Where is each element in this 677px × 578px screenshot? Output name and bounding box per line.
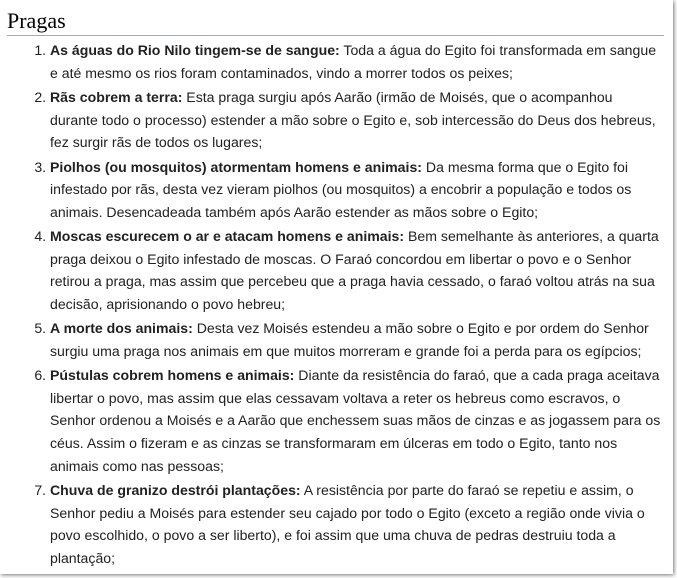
plague-title: Rãs cobrem a terra: [50, 88, 183, 105]
plague-list [50, 39, 664, 571]
plague-description: A resistência por parte do faraó se repetiu e assim, o Senhor pediu a Moisés para estender seu cajado por todo o Egito (exceto a região onde vivia o povo escolhido, o povo a ser liberto), e foi assim que uma chuva de pedras destruiu toda a plantação; [50, 482, 645, 566]
plague-description: Desta vez Moisés estendeu a mão sobre o Egito e por ordem do Senhor surgiu uma praga nos animais em que muitos morreram e grande foi a perda para os egípcios; [50, 320, 649, 359]
heading-divider [7, 35, 664, 36]
plague-title: Moscas escurecem o ar e atacam homens e animais: [50, 228, 405, 245]
list-item [50, 364, 664, 477]
plague-title: Pústulas cobrem homens e animais: [50, 367, 295, 384]
plague-description: Bem semelhante às anteriores, a quarta praga deixou o Egito infestado de moscas. O Faraó concordou em libertar o povo e o Senhor retirou a praga, mas assim que percebeu que a praga havia cessado, o faraó voltou atrás na sua decisão, aprisionando o povo hebreu; [50, 228, 659, 312]
plague-title: As águas do Rio Nilo tingem-se de sangue: [50, 42, 340, 58]
plague-description: Toda a água do Egito foi transformada em sangue e até mesmo os rios foram contaminados, vindo a morrer todos os peixes; [50, 42, 657, 81]
list-item [50, 86, 664, 154]
list-item [50, 156, 664, 224]
plague-description: Da mesma forma que o Egito foi infestado por rãs, desta vez vieram piolhos (ou mosquitos) a encobrir a população e todos os animais. Desencadeada também após Aarão estender as mãos sobre o Egito; [50, 158, 632, 220]
plague-title: Chuva de granizo destrói plantações: [50, 482, 301, 499]
list-item [50, 39, 664, 84]
plague-description: Diante da resistência do faraó, que a cada praga aceitava libertar o povo, mas assim que elas cessavam voltava a reter os hebreus como escravos, o Senhor ordenou a Moisés e a Aarão que enchessem suas mãos de cinzas e as jogassem para os céus. Assim o fizeram e as cinzas se transformaram em úlceras em todo o Egito, tanto nos animais como nas pessoas; [50, 367, 661, 474]
list-item [50, 479, 664, 569]
list-item [50, 225, 664, 315]
list-item [50, 317, 664, 362]
plague-title: Piolhos (ou mosquitos) atormentam homens e animais: [50, 158, 422, 175]
plague-description: Esta praga surgiu após Aarão (irmão de Moisés, que o acompanhou durante todo o processo) estender a mão sobre o Egito e, sob intercessão do Deus dos hebreus, fez surgir rãs de todos os lugares; [50, 88, 656, 151]
plague-title: A morte dos animais: [50, 320, 193, 337]
section-heading: Pragas [7, 8, 66, 33]
